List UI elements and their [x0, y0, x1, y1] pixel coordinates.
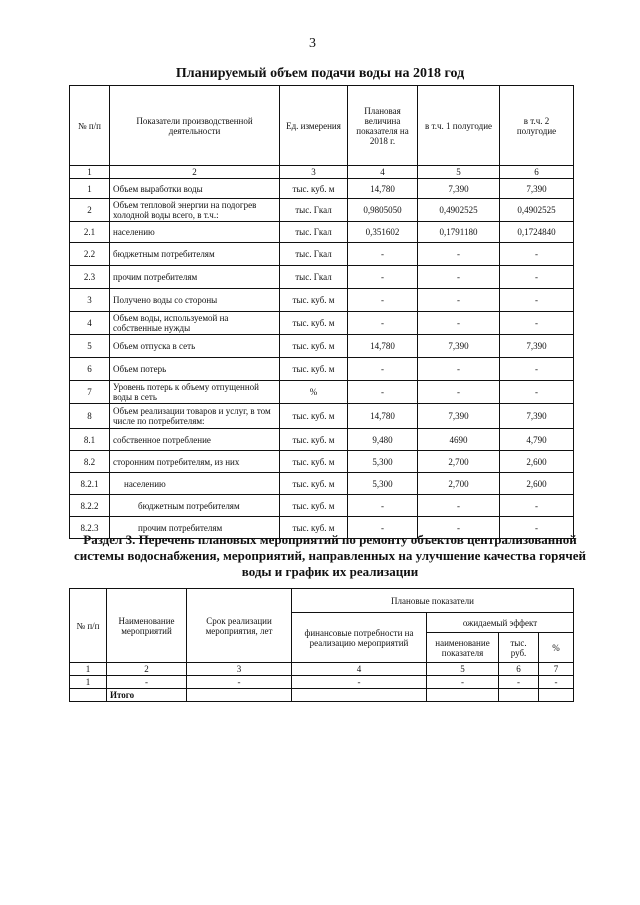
table-cell — [70, 689, 107, 702]
table-cell: 0,4902525 — [418, 199, 500, 222]
table-cell: 1 — [70, 676, 107, 689]
table-cell: - — [348, 517, 418, 539]
column-number: 5 — [418, 166, 500, 179]
header-effect: ожидаемый эффект — [427, 613, 574, 633]
table-cell: - — [418, 358, 500, 381]
table-cell: тыс. Гкал — [280, 222, 348, 243]
table-row — [70, 335, 574, 358]
header-finance: финансовые потребности на реализацию мероприятий — [292, 613, 427, 663]
row-number: 8.1 — [70, 429, 110, 451]
table-cell: - — [107, 676, 187, 689]
table-cell: тыс. куб. м — [280, 404, 348, 429]
table-row — [70, 243, 574, 266]
table-row — [70, 266, 574, 289]
table-cell — [292, 689, 427, 702]
header-num: № п/п — [70, 589, 107, 663]
header-cell: Ед. измерения — [280, 86, 348, 166]
indicator-name: Объем отпуска в сеть — [110, 335, 280, 358]
table-cell: - — [500, 495, 574, 517]
section3-title: Раздел 3. Перечень плановых мероприятий по ремонту объектов централизованной системы водоснабжения, мероприятий, направленных на улучшение качества горячей воды и график их реализации — [73, 532, 587, 579]
header-term: Срок реализации мероприятия, лет — [187, 589, 292, 663]
table-cell: тыс. Гкал — [280, 243, 348, 266]
table-cell: - — [348, 289, 418, 312]
column-number: 7 — [539, 663, 574, 676]
table-cell: - — [348, 312, 418, 335]
indicator-name: Объем воды, используемой на собственные нужды — [110, 312, 280, 335]
table-cell: 2,700 — [418, 451, 500, 473]
table-cell: - — [500, 312, 574, 335]
table-cell: тыс. куб. м — [280, 517, 348, 539]
indicator-name: сторонним потребителям, из них — [110, 451, 280, 473]
column-number: 6 — [499, 663, 539, 676]
table-row — [70, 381, 574, 404]
table-cell: тыс. куб. м — [280, 335, 348, 358]
table-cell: 7,390 — [500, 179, 574, 199]
indicator-name: бюджетным потребителям — [110, 495, 280, 517]
table-cell: - — [187, 676, 292, 689]
total-label: Итого — [107, 689, 187, 702]
table-cell — [499, 689, 539, 702]
table-cell: - — [539, 676, 574, 689]
table-cell: тыс. куб. м — [280, 495, 348, 517]
column-number: 1 — [70, 166, 110, 179]
table-cell: 2,600 — [500, 451, 574, 473]
table-row — [70, 451, 574, 473]
row-number: 8.2.2 — [70, 495, 110, 517]
water-supply-title: Планируемый объем подачи воды на 2018 год — [175, 66, 465, 81]
header-cell: в т.ч. 1 полугодие — [418, 86, 500, 166]
indicator-name: прочим потребителям — [110, 517, 280, 539]
table-cell: - — [500, 358, 574, 381]
table-cell: - — [348, 495, 418, 517]
table-cell: - — [427, 676, 499, 689]
row-number: 8 — [70, 404, 110, 429]
table-cell: - — [418, 312, 500, 335]
row-number: 1 — [70, 179, 110, 199]
row-number: 3 — [70, 289, 110, 312]
page-number: 3 — [309, 36, 316, 51]
table-cell: - — [500, 381, 574, 404]
table-cell: тыс. куб. м — [280, 312, 348, 335]
table-row — [70, 312, 574, 335]
table-cell: - — [348, 266, 418, 289]
column-number: 1 — [70, 663, 107, 676]
column-number: 2 — [110, 166, 280, 179]
row-number: 6 — [70, 358, 110, 381]
table-row — [70, 199, 574, 222]
table-cell — [539, 689, 574, 702]
indicator-name: бюджетным потребителям — [110, 243, 280, 266]
column-number: 2 — [107, 663, 187, 676]
table-cell: % — [280, 381, 348, 404]
table-cell: тыс. Гкал — [280, 266, 348, 289]
row-number: 7 — [70, 381, 110, 404]
table-cell: тыс. Гкал — [280, 199, 348, 222]
table-cell: - — [292, 676, 427, 689]
table-cell: - — [348, 243, 418, 266]
header-cell: Плановая величина показателя на 2018 г. — [348, 86, 418, 166]
column-number-row — [70, 663, 574, 676]
table-cell: - — [500, 517, 574, 539]
table-row — [70, 495, 574, 517]
table-cell: 0,351602 — [348, 222, 418, 243]
table-row — [70, 222, 574, 243]
table-cell — [427, 689, 499, 702]
table-cell: тыс. куб. м — [280, 289, 348, 312]
column-number: 6 — [500, 166, 574, 179]
row-number: 8.2.1 — [70, 473, 110, 495]
table-cell: - — [348, 358, 418, 381]
table-cell: тыс. куб. м — [280, 451, 348, 473]
table-cell: 0,9805050 — [348, 199, 418, 222]
header-name: Наименование мероприятий — [107, 589, 187, 663]
indicator-name: прочим потребителям — [110, 266, 280, 289]
table-cell: - — [418, 243, 500, 266]
table-cell: - — [500, 289, 574, 312]
table-cell: - — [348, 381, 418, 404]
indicator-name: собственное потребление — [110, 429, 280, 451]
total-row — [70, 689, 574, 702]
table-cell: 14,780 — [348, 404, 418, 429]
table-cell — [187, 689, 292, 702]
row-number: 2.2 — [70, 243, 110, 266]
indicator-name: Объем выработки воды — [110, 179, 280, 199]
row-number: 2 — [70, 199, 110, 222]
table-row — [70, 358, 574, 381]
indicator-name: Получено воды со стороны — [110, 289, 280, 312]
table-cell: 2,700 — [418, 473, 500, 495]
table-cell: 0,1791180 — [418, 222, 500, 243]
indicator-name: населению — [110, 222, 280, 243]
row-number: 2.1 — [70, 222, 110, 243]
table-cell: - — [418, 289, 500, 312]
table-cell: - — [500, 243, 574, 266]
column-number: 3 — [187, 663, 292, 676]
row-number: 5 — [70, 335, 110, 358]
table-row — [70, 289, 574, 312]
table-cell: 7,390 — [500, 335, 574, 358]
table-cell: 7,390 — [418, 335, 500, 358]
header-cell: Показатели производственной деятельности — [110, 86, 280, 166]
table-header-row — [70, 86, 574, 166]
table-row — [70, 429, 574, 451]
table-cell: - — [418, 517, 500, 539]
indicator-name: Объем тепловой энергии на подогрев холодной воды всего, в т.ч.: — [110, 199, 280, 222]
row-number: 4 — [70, 312, 110, 335]
table-cell: 5,300 — [348, 451, 418, 473]
column-number: 3 — [280, 166, 348, 179]
column-number: 4 — [348, 166, 418, 179]
header-planned: Плановые показатели — [292, 589, 574, 613]
indicator-name: Уровень потерь к объему отпущенной воды в сеть — [110, 381, 280, 404]
table-cell: 4690 — [418, 429, 500, 451]
table-cell: 7,390 — [418, 404, 500, 429]
table-cell: 14,780 — [348, 179, 418, 199]
measures-table — [69, 588, 574, 702]
column-number: 5 — [427, 663, 499, 676]
water-supply-table — [69, 85, 574, 539]
header-cell: № п/п — [70, 86, 110, 166]
row-number: 8.2 — [70, 451, 110, 473]
table-cell: тыс. куб. м — [280, 473, 348, 495]
table-cell: 14,780 — [348, 335, 418, 358]
table-cell: - — [418, 495, 500, 517]
column-number: 4 — [292, 663, 427, 676]
table-cell: 4,790 — [500, 429, 574, 451]
indicator-name: Объем потерь — [110, 358, 280, 381]
table-cell: 9,480 — [348, 429, 418, 451]
table-row — [70, 676, 574, 689]
table-cell: тыс. куб. м — [280, 179, 348, 199]
table-row — [70, 473, 574, 495]
table-cell: 7,390 — [418, 179, 500, 199]
table-cell: - — [500, 266, 574, 289]
indicator-name: Объем реализации товаров и услуг, в том числе по потребителям: — [110, 404, 280, 429]
column-number-row — [70, 166, 574, 179]
table-cell: - — [499, 676, 539, 689]
table-cell: тыс. куб. м — [280, 358, 348, 381]
table-cell: 2,600 — [500, 473, 574, 495]
row-number: 2.3 — [70, 266, 110, 289]
table-cell: 0,4902525 — [500, 199, 574, 222]
header-cell: в т.ч. 2 полугодие — [500, 86, 574, 166]
table-cell: 0,1724840 — [500, 222, 574, 243]
table-cell: - — [418, 381, 500, 404]
indicator-name: населению — [110, 473, 280, 495]
header-rub: тыс. руб. — [499, 633, 539, 663]
table-row — [70, 179, 574, 199]
header-pct: % — [539, 633, 574, 663]
header-indicator: наименование показателя — [427, 633, 499, 663]
table-cell: 7,390 — [500, 404, 574, 429]
table-cell: тыс. куб. м — [280, 429, 348, 451]
table-cell: - — [418, 266, 500, 289]
row-number: 8.2.3 — [70, 517, 110, 539]
table-cell: 5,300 — [348, 473, 418, 495]
table-row — [70, 404, 574, 429]
